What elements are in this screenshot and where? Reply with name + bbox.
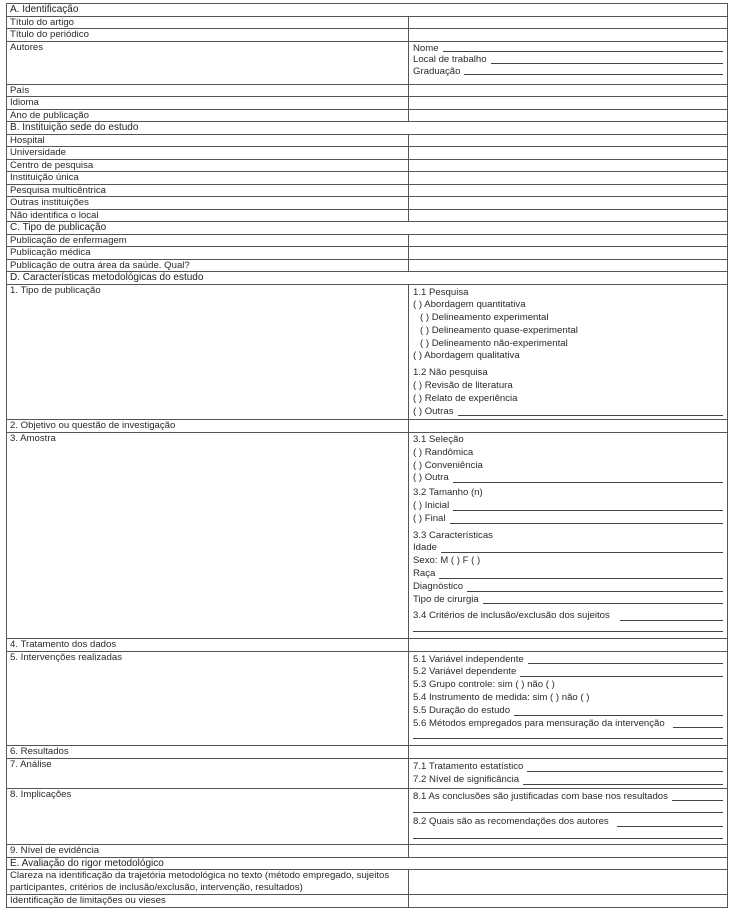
section-title: E. Avaliação do rigor metodológico (10, 857, 164, 869)
fill-line (467, 590, 723, 592)
row-objetivo (7, 420, 727, 433)
fill-line (672, 799, 723, 801)
analise-options (409, 759, 727, 788)
row-universidade (7, 147, 727, 160)
fill-line[interactable] (413, 829, 723, 839)
tamanho-final-field[interactable] (413, 513, 723, 526)
raca-field[interactable] (413, 568, 723, 581)
row-multicentrica (7, 185, 727, 198)
section-title: C. Tipo de publicação (10, 222, 107, 233)
section-a-header (7, 4, 727, 17)
tratamento-estatistico-field[interactable] (413, 761, 723, 774)
field-label: ( ) Outra (413, 472, 449, 484)
field-label: 2. Objetivo ou questão de investigação (7, 420, 409, 432)
fill-line[interactable] (413, 730, 723, 739)
duracao-field[interactable] (413, 705, 723, 718)
checkbox-qualitativa[interactable]: ( ) Abordagem qualitativa (413, 350, 520, 362)
row-centro-pesquisa (7, 160, 727, 173)
fill-line (458, 414, 723, 416)
tipo-cirurgia-field[interactable] (413, 594, 723, 607)
field-label: 5.6 Métodos empregados para mensuração da intervenção (413, 717, 665, 729)
field-label: Publicação médica (7, 247, 409, 259)
field-label: País (7, 85, 409, 97)
section-e-header (7, 858, 727, 871)
field-label: Pesquisa multicêntrica (7, 185, 409, 197)
field-label: 8. Implicações (7, 789, 409, 845)
fill-line (464, 73, 723, 75)
fill-line (483, 602, 723, 604)
field-value[interactable] (409, 639, 727, 651)
field-label: 5.1 Variável independente (413, 653, 524, 665)
subheading: 1.2 Não pesquisa (413, 367, 488, 379)
variavel-dependente-field[interactable] (413, 666, 723, 679)
field-label: 7.1 Tratamento estatístico (413, 760, 524, 772)
row-tratamento-dados (7, 639, 727, 652)
field-label: ( ) Outras (413, 405, 454, 417)
field-label: 5.5 Duração do estudo (413, 704, 511, 716)
tamanho-inicial-field[interactable] (413, 500, 723, 513)
row-enfermagem (7, 235, 727, 248)
authors-fields (409, 42, 727, 84)
amostra-options (409, 433, 727, 638)
author-workplace-field[interactable] (413, 54, 723, 66)
field-value[interactable] (409, 17, 727, 29)
checkbox-outras-field[interactable] (413, 406, 723, 419)
author-name-field[interactable] (413, 43, 723, 55)
field-label: 3. Amostra (7, 433, 409, 638)
field-label: Raça (413, 567, 436, 579)
recomendacoes-field[interactable] (413, 816, 723, 829)
fill-line (450, 522, 723, 524)
fill-line (527, 770, 723, 772)
section-d-header (7, 272, 727, 285)
conclusoes-field[interactable] (413, 791, 723, 804)
field-value[interactable] (409, 845, 727, 857)
row-autores (7, 42, 727, 85)
field-label: Local de trabalho (413, 54, 487, 65)
idade-field[interactable] (413, 542, 723, 555)
diagnostico-field[interactable] (413, 581, 723, 594)
field-label: 5. Intervenções realizadas (7, 652, 409, 746)
field-label: Idioma (7, 97, 409, 109)
field-label: ( ) Final (413, 512, 446, 524)
field-label: 1. Tipo de publicação (7, 285, 409, 420)
field-value[interactable] (409, 235, 727, 247)
field-label: 9. Nível de evidência (7, 845, 409, 857)
checkbox-conveniencia[interactable]: ( ) Conveniência (413, 459, 483, 471)
checkbox-revisao[interactable]: ( ) Revisão de literatura (413, 380, 513, 392)
field-label: 7.2 Nível de significância (413, 773, 520, 785)
field-value[interactable] (409, 185, 727, 197)
section-b-header (7, 122, 727, 135)
field-value[interactable] (409, 172, 727, 184)
row-outra-area (7, 260, 727, 273)
field-value[interactable] (409, 97, 727, 109)
study-evaluation-form (6, 3, 728, 908)
checkbox-randomica[interactable]: ( ) Randômica (413, 446, 474, 458)
row-resultados (7, 746, 727, 759)
author-degree-field[interactable] (413, 66, 723, 78)
field-label: 8.2 Quais são as recomendações dos autores (413, 816, 609, 828)
field-label: Diagnóstico (413, 580, 464, 592)
implicacoes-options (409, 789, 727, 845)
field-value[interactable] (409, 197, 727, 209)
field-value[interactable] (409, 85, 727, 97)
row-hospital (7, 135, 727, 148)
checkbox-relato[interactable]: ( ) Relato de experiência (413, 392, 518, 404)
row-nivel-evidencia (7, 845, 727, 858)
field-value[interactable] (409, 247, 727, 259)
field-value[interactable] (409, 870, 727, 894)
fill-line (520, 675, 723, 677)
grupo-controle-field[interactable]: 5.3 Grupo controle: sim ( ) não ( ) (413, 679, 555, 691)
field-value[interactable] (409, 135, 727, 147)
subheading: 3.3 Características (413, 529, 493, 541)
field-label: Universidade (7, 147, 409, 159)
row-implicacoes (7, 789, 727, 846)
row-titulo-periodico (7, 29, 727, 42)
field-label: Instituição única (7, 172, 409, 184)
fill-line (620, 619, 723, 621)
fill-line (439, 577, 723, 579)
fill-line (514, 714, 723, 716)
field-value[interactable] (409, 420, 727, 432)
field-label: 7. Análise (7, 759, 409, 788)
row-tipo-publicacao (7, 285, 727, 421)
fill-line (617, 825, 723, 827)
checkbox-outra-field[interactable] (413, 472, 723, 485)
fill-line (453, 509, 723, 511)
checkbox-quantitativa[interactable]: ( ) Abordagem quantitativa (413, 299, 526, 311)
field-label: Não identifica o local (7, 210, 409, 222)
fill-line[interactable] (413, 623, 723, 632)
field-label: 4. Tratamento dos dados (7, 639, 409, 651)
field-label: Nome (413, 42, 439, 54)
row-medica (7, 247, 727, 260)
field-value[interactable] (409, 210, 727, 222)
row-intervencoes (7, 652, 727, 747)
fill-line (443, 50, 723, 52)
field-label: 6. Resultados (7, 746, 409, 758)
nivel-significancia-field[interactable] (413, 774, 723, 787)
checkbox-quase-experimental[interactable]: ( ) Delineamento quase-experimental (420, 324, 578, 336)
fill-line (523, 783, 723, 785)
field-label: Centro de pesquisa (7, 160, 409, 172)
checkbox-experimental[interactable]: ( ) Delineamento experimental (420, 312, 549, 324)
field-label: Outras instituições (7, 197, 409, 209)
fill-line (441, 551, 723, 553)
field-label: Título do periódico (7, 29, 409, 41)
fill-line (673, 726, 723, 728)
field-label: ( ) Inicial (413, 499, 450, 511)
row-instituicao-unica (7, 172, 727, 185)
row-limitacoes (7, 895, 727, 907)
field-label: 8.1 As conclusões são justificadas com base nos resultados (413, 790, 668, 802)
section-title: A. Identificação (10, 4, 79, 15)
subheading: 1.1 Pesquisa (413, 286, 469, 298)
field-value[interactable] (409, 746, 727, 758)
field-label: Hospital (7, 135, 409, 147)
field-value[interactable] (409, 29, 727, 41)
field-label: Publicação de outra área da saúde. Qual? (7, 260, 409, 272)
row-titulo-artigo (7, 17, 727, 30)
field-value[interactable] (409, 160, 727, 172)
intervencoes-options (409, 652, 727, 746)
row-amostra (7, 433, 727, 639)
field-value[interactable] (409, 895, 727, 907)
field-label: Idade (413, 542, 438, 554)
field-label: Tipo de cirurgia (413, 593, 479, 605)
fill-line (453, 481, 723, 483)
field-label: Publicação de enfermagem (7, 235, 409, 247)
section-c-header (7, 222, 727, 235)
field-label: 5.2 Variável dependente (413, 666, 517, 678)
instrumento-medida-field[interactable]: 5.4 Instrumento de medida: sim ( ) não ( ) (413, 692, 590, 704)
field-value[interactable] (409, 260, 727, 272)
criterios-field[interactable] (413, 610, 723, 623)
field-label: Identificação de limitações ou vieses (7, 895, 409, 907)
field-label: Clareza na identificação da trajetória metodológica no texto (método empregado, sujeitos participantes, critérios de inclusão/exclusão, intervenção, resultados) (7, 870, 409, 894)
fill-line (491, 62, 723, 64)
subheading: 3.1 Seleção (413, 433, 464, 445)
field-label: 3.4 Critérios de inclusão/exclusão dos sujeitos (413, 610, 610, 622)
fill-line (528, 662, 723, 664)
field-value[interactable] (409, 110, 727, 122)
metodos-field[interactable] (413, 718, 723, 731)
field-label: Ano de publicação (7, 110, 409, 122)
tipo-publicacao-options (409, 285, 727, 420)
checkbox-nao-experimental[interactable]: ( ) Delineamento não-experimental (420, 337, 568, 349)
fill-line[interactable] (413, 803, 723, 813)
row-outras-instituicoes (7, 197, 727, 210)
section-title: D. Características metodológicas do estudo (10, 272, 204, 283)
row-ano (7, 110, 727, 123)
row-nao-identifica (7, 210, 727, 223)
field-label: Autores (7, 42, 409, 84)
row-clareza (7, 870, 727, 895)
field-value[interactable] (409, 147, 727, 159)
variavel-independente-field[interactable] (413, 654, 723, 667)
field-label: Título do artigo (7, 17, 409, 29)
row-pais (7, 85, 727, 98)
section-title: B. Instituição sede do estudo (10, 122, 139, 133)
field-label: Graduação (413, 65, 461, 77)
row-idioma (7, 97, 727, 110)
subheading: 3.2 Tamanho (n) (413, 487, 483, 499)
sexo-field[interactable]: Sexo: M ( ) F ( ) (413, 555, 481, 567)
row-analise (7, 759, 727, 789)
